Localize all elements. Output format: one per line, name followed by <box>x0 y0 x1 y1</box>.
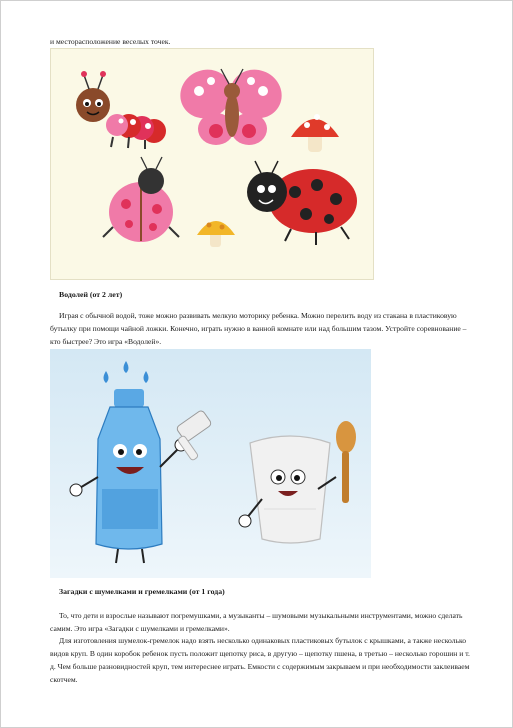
bottle-icon <box>70 389 187 563</box>
mushroom-icon <box>291 114 339 152</box>
bottle-cup-illustration <box>50 349 371 578</box>
spoon-icon <box>336 421 356 503</box>
cup-icon <box>239 436 336 543</box>
caterpillar-icon <box>76 71 166 149</box>
section1-heading: Водолей (от 2 лет) <box>59 290 123 299</box>
section2-paragraph-2: Для изготовления шумелок-гремелок надо взять несколько одинаковых пластиковых бутылок с крышками, а также несколько видов круп. В один коробок ребенок пусть положит щепотку риса, в другую – щепотку пшена, в третью – несколько горошин и т. д. Чем больше разновидностей круп, тем интереснее играть. Емкости с содержимым закрываем и при необходимости заклеиваем скотчем. <box>50 636 470 684</box>
ladybug-icon <box>247 161 357 245</box>
mushroom-icon <box>197 221 235 247</box>
section2-paragraph-1: То, что дети и взрослые называют погремушками, а музыканты – шумовыми музыкальными инструментами, можно сделать самим. Это игра «Загадки с шумелками и гремелками». <box>50 611 463 633</box>
toothbrush-icon <box>176 409 213 460</box>
section1-paragraph: Играя с обычной водой, тоже можно развивать мелкую моторику ребенка. Можно перелить воду из стакана в пластиковую бутылку при помощи чайной ложки. Конечно, играть нужно в ванной комнате или над большим тазом. Устройте соревнование – кто быстрее? Это игра «Водолей». <box>50 311 467 346</box>
butterfly-icon <box>172 61 289 145</box>
water-drops-icon <box>104 361 149 383</box>
bugs-illustration <box>50 48 374 280</box>
pink-ladybug-icon <box>103 157 179 242</box>
section2-heading: Загадки с шумелками и гремелками (от 1 года) <box>59 587 225 596</box>
intro-line: и месторасположение веселых точек. <box>50 37 171 46</box>
